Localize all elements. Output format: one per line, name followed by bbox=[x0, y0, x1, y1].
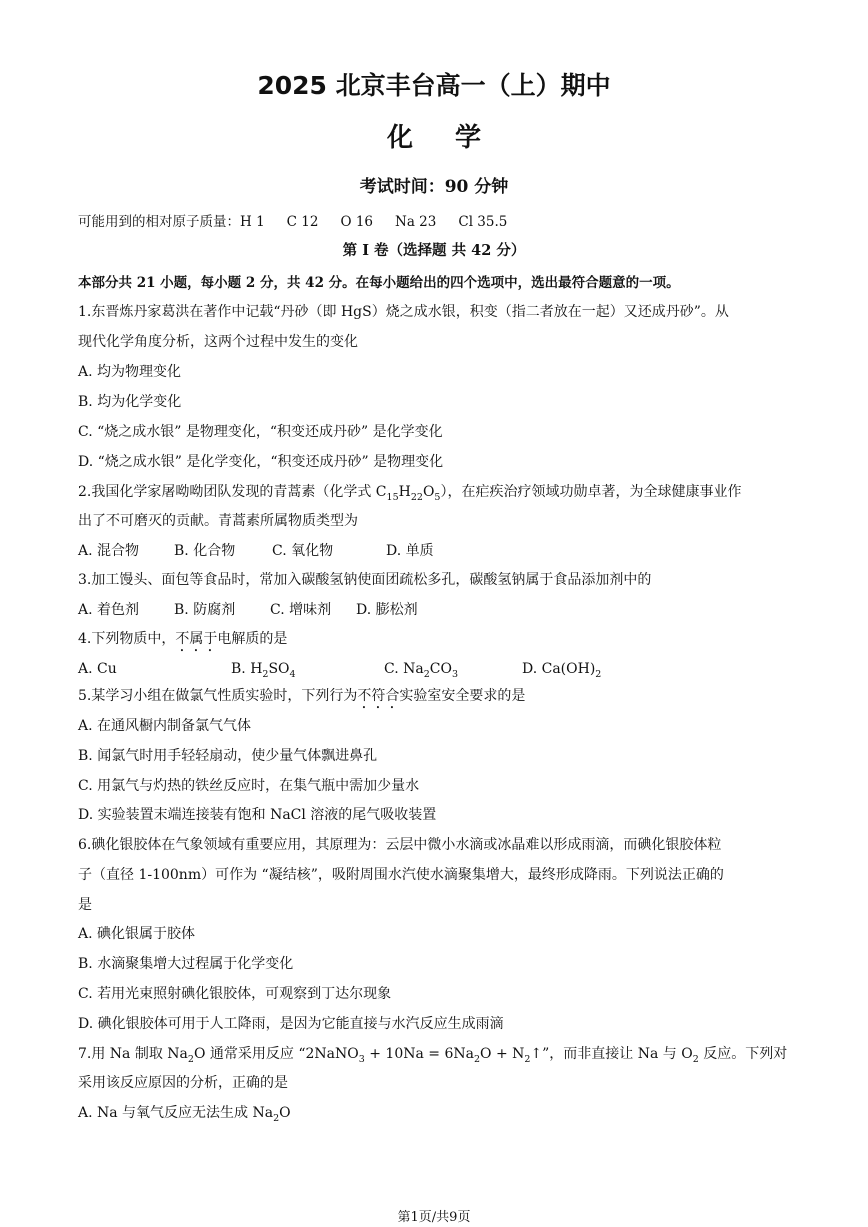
atomic-mass-na: Na 23 bbox=[395, 214, 437, 230]
q4-b-text: SO bbox=[268, 661, 290, 677]
q7-text: 7.用 Na 制取 Na bbox=[78, 1046, 188, 1062]
q5-stem bbox=[78, 687, 525, 712]
q5-option-d: D. 实验装置末端连接装有饱和 NaCl 溶液的尾气吸收装置 bbox=[78, 807, 437, 823]
q7-a-text: O bbox=[279, 1105, 291, 1121]
q2-options bbox=[78, 542, 434, 560]
q7-text: O 通常采用反应 “2NaNO bbox=[193, 1046, 359, 1062]
q2-option-a: A. 混合物 bbox=[78, 543, 140, 559]
q6-stem-line1: 6.碘化银胶体在气象领域有重要应用，其原理为：云层中微小水滴或冰晶难以形成雨滴，而碘化银胶体粒 bbox=[78, 837, 722, 853]
q6-option-c: C. 若用光束照射碘化银胶体，可观察到丁达尔现象 bbox=[78, 986, 392, 1002]
q7-sub: 2 bbox=[473, 1053, 481, 1065]
q2-stem-line1 bbox=[78, 483, 741, 501]
q4-b-text: B. H bbox=[231, 661, 263, 677]
section-title: 第 I 卷（选择题 共 42 分） bbox=[342, 242, 526, 259]
q6-option-a: A. 碘化银属于胶体 bbox=[78, 926, 196, 942]
atomic-mass-c: C 12 bbox=[286, 214, 319, 230]
page-number: 第1页/共9页 bbox=[397, 1210, 471, 1225]
q2-text: ），在疟疾治疗领域功勋卓著，为全球健康事业作 bbox=[440, 484, 742, 500]
q5-option-b: B. 闻氯气时用手轻轻扇动，使少量气体飘进鼻孔 bbox=[78, 748, 378, 764]
q4-c-sub: 2 bbox=[423, 668, 430, 680]
q2-text: O bbox=[422, 484, 435, 500]
q1-option-a: A. 均为物理变化 bbox=[78, 364, 182, 380]
q5-option-a: A. 在通风橱内制备氯气气体 bbox=[78, 718, 252, 734]
q1-option-c: C. “烧之成水银” 是物理变化，“积变还成丹砂” 是化学变化 bbox=[78, 424, 443, 440]
q7-sub: 2 bbox=[692, 1053, 699, 1065]
subject-title: 化学 bbox=[386, 123, 523, 153]
q4-option-d bbox=[522, 660, 601, 678]
exam-title: 2025 北京丰台高一（上）期中 bbox=[257, 71, 611, 100]
q4-option-b bbox=[231, 660, 384, 678]
q7-text: O + N bbox=[480, 1046, 525, 1062]
atomic-mass-o: O 16 bbox=[340, 214, 374, 230]
q6-option-b: B. 水滴聚集增大过程属于化学变化 bbox=[78, 956, 294, 972]
q5-option-c: C. 用氯气与灼热的铁丝反应时，在集气瓶中需加少量水 bbox=[78, 778, 420, 794]
q3-stem: 3.加工馒头、面包等食品时，常加入碳酸氢钠使面团疏松多孔，碳酸氢钠属于食品添加剂中的 bbox=[78, 572, 652, 588]
q5-text: 5.某学习小组在做氯气性质实验时，下列行为 bbox=[78, 688, 358, 704]
atomic-mass-label: 可能用到的相对原子质量： bbox=[78, 214, 240, 230]
section-instructions: 本部分共 21 小题，每小题 2 分，共 42 分。在每小题给出的四个选项中，选出最符合题意的一项。 bbox=[78, 275, 680, 291]
q1-stem-line1: 1.东晋炼丹家葛洪在著作中记载“丹砂（即 HgS）烧之成水银，积变（指二者放在一起）又还成丹砂”。从 bbox=[78, 304, 729, 320]
atomic-mass-line bbox=[78, 210, 529, 230]
q4-d-text: D. Ca(OH) bbox=[522, 661, 596, 677]
q7-a-text: A. Na 与氧气反应无法生成 Na bbox=[78, 1105, 274, 1121]
q6-stem-line3: 是 bbox=[78, 897, 92, 913]
q1-option-b: B. 均为化学变化 bbox=[78, 394, 182, 410]
q4-d-sub: 2 bbox=[595, 668, 602, 680]
q4-stem bbox=[78, 630, 287, 655]
q7-stem-line1 bbox=[78, 1045, 787, 1063]
q2-sub: 22 bbox=[410, 491, 423, 503]
q4-c-text: CO bbox=[429, 661, 452, 677]
q2-text: H bbox=[398, 484, 411, 500]
q1-stem-line2: 现代化学角度分析，这两个过程中发生的变化 bbox=[78, 334, 358, 350]
q4-c-sub: 3 bbox=[451, 668, 459, 680]
q7-text: ↑”，而非直接让 Na 与 O bbox=[530, 1046, 693, 1062]
q7-text: 反应。下列对 bbox=[698, 1046, 788, 1062]
q6-option-d: D. 碘化银胶体可用于人工降雨，是因为它能直接与水汽反应生成雨滴 bbox=[78, 1016, 504, 1032]
q2-option-b: B. 化合物 bbox=[174, 543, 236, 559]
exam-time: 考试时间：90 分钟 bbox=[359, 177, 509, 197]
q4-b-sub: 4 bbox=[289, 668, 296, 680]
q7-sub: 2 bbox=[187, 1053, 194, 1065]
q5-text: 实验室安全要求的是 bbox=[399, 688, 526, 704]
q4-c-text: C. Na bbox=[384, 661, 424, 677]
q7-sub: 3 bbox=[358, 1053, 365, 1065]
q4-options bbox=[78, 660, 601, 678]
q2-option-c: C. 氧化物 bbox=[272, 543, 334, 559]
q7-text: + 10Na = 6Na bbox=[364, 1046, 474, 1062]
q1-option-d: D. “烧之成水银” 是化学变化，“积变还成丹砂” 是物理变化 bbox=[78, 454, 444, 470]
q4-text: 电解质的是 bbox=[217, 631, 288, 647]
q4-b-sub: 2 bbox=[262, 668, 269, 680]
q4-emphasis: 不属于 bbox=[175, 631, 218, 647]
q2-option-d: D. 单质 bbox=[386, 543, 434, 559]
q2-stem-line2: 出了不可磨灭的贡献。青蒿素所属物质类型为 bbox=[78, 513, 358, 529]
q6-stem-line2: 子（直径 1-100nm）可作为 “凝结核”，吸附周围水汽使水滴聚集增大，最终形成降雨。下列说法正确的 bbox=[78, 867, 724, 883]
q3-option-a: A. 着色剂 bbox=[78, 602, 140, 618]
atomic-mass-cl: Cl 35.5 bbox=[458, 214, 508, 230]
q2-sub: 5 bbox=[434, 491, 441, 503]
q7-sub: 2 bbox=[524, 1053, 531, 1065]
q2-sub: 15 bbox=[386, 491, 399, 503]
q4-option-c bbox=[384, 660, 522, 678]
q4-option-a: A. Cu bbox=[78, 661, 117, 677]
q4-text: 4.下列物质中， bbox=[78, 631, 176, 647]
q3-option-d: D. 膨松剂 bbox=[356, 602, 418, 618]
q7-stem-line2: 采用该反应原因的分析，正确的是 bbox=[78, 1075, 288, 1091]
q3-option-b: B. 防腐剂 bbox=[174, 602, 236, 618]
q2-text: 2.我国化学家屠呦呦团队发现的青蒿素（化学式 C bbox=[78, 484, 387, 500]
q5-emphasis: 不符合 bbox=[357, 688, 400, 704]
q7-option-a bbox=[78, 1104, 291, 1122]
q3-option-c: C. 增味剂 bbox=[270, 602, 332, 618]
q7-a-sub: 2 bbox=[273, 1112, 280, 1124]
atomic-mass-h: H 1 bbox=[240, 214, 265, 230]
q3-options bbox=[78, 601, 418, 619]
